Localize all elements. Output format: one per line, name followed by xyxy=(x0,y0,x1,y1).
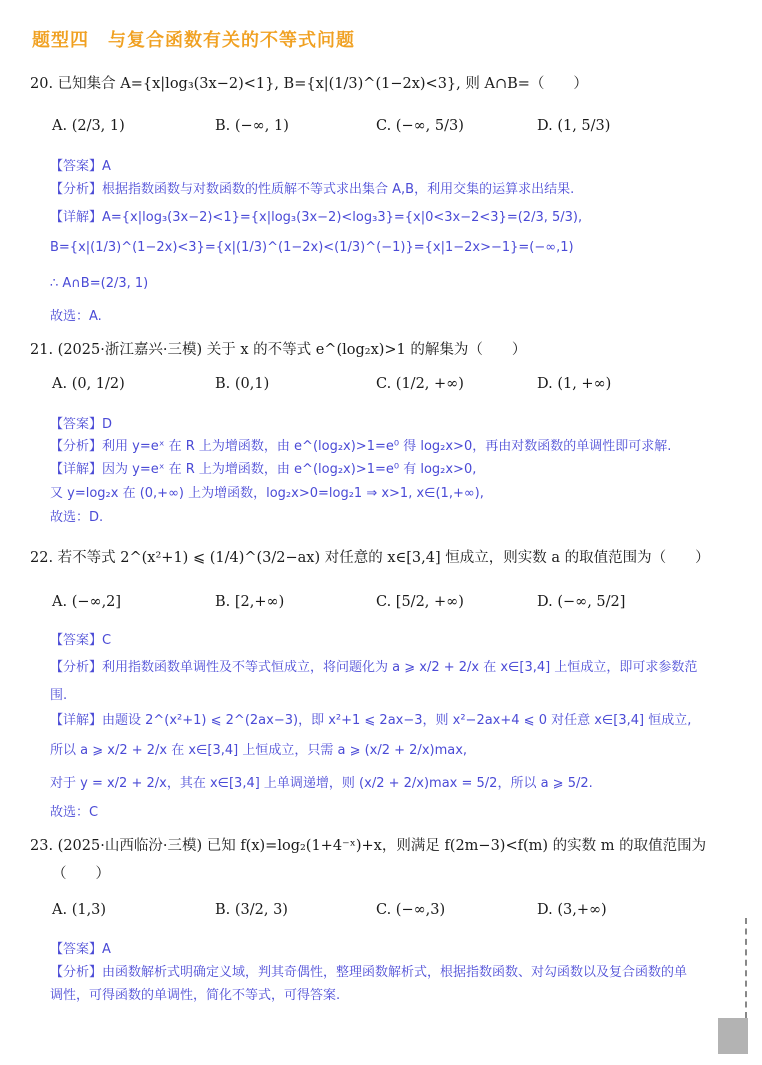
q22-stem: 22. 若不等式 2^(x²+1) ⩽ (1/4)^(3/2−ax) 对任意的 x∈[3,4] 恒成立，则实数 a 的取值范围为（ ） xyxy=(30,550,710,566)
q21-option-b: B. (0,1) xyxy=(215,376,270,392)
page-corner-tab xyxy=(718,1018,748,1054)
q23-answer: 【答案】A xyxy=(50,942,111,957)
q21-analysis: 【分析】利用 y=eˣ 在 R 上为增函数，由 e^(log₂x)>1=e⁰ 得 log₂x>0，再由对数函数的单调性即可求解. xyxy=(50,439,672,454)
q22-analysis-line: 【分析】利用指数函数单调性及不等式恒成立，将问题化为 a ⩾ x/2 + 2/x 在 x∈[3,4] 上恒成立，即可求参数范 xyxy=(50,660,698,675)
q23-analysis-line: 调性，可得函数的单调性，简化不等式，可得答案. xyxy=(50,988,341,1003)
q20-option-c: C. (−∞, 5/3) xyxy=(376,118,464,134)
q20-detail-line: B={x|(1/3)^(1−2x)<3}={x|(1/3)^(1−2x)<(1/3)^(−1)}={x|1−2x>−1}=(−∞,1) xyxy=(50,240,574,255)
q22-option-a: A. (−∞,2] xyxy=(52,594,122,610)
q22-detail-line: 【详解】由题设 2^(x²+1) ⩽ 2^(2ax−3)，即 x²+1 ⩽ 2ax−3，则 x²−2ax+4 ⩽ 0 对任意 x∈[3,4] 恒成立, xyxy=(50,713,692,728)
q21-option-c: C. (1/2, +∞) xyxy=(376,376,464,392)
q20-detail-line: 【详解】A={x|log₃(3x−2)<1}={x|log₃(3x−2)<log₃3}={x|0<3x−2<3}=(2/3, 5/3), xyxy=(50,210,583,225)
q20-option-a: A. (2/3, 1) xyxy=(52,118,125,134)
q22-answer: 【答案】C xyxy=(50,633,112,648)
q23-option-c: C. (−∞,3) xyxy=(376,902,446,918)
q21-option-d: D. (1, +∞) xyxy=(537,376,612,392)
q21-stem: 21. (2025·浙江嘉兴·三模) 关于 x 的不等式 e^(log₂x)>1 的解集为（ ） xyxy=(30,342,527,358)
q22-analysis-line: 围. xyxy=(50,688,68,703)
q22-detail-line: 所以 a ⩾ x/2 + 2/x 在 x∈[3,4] 上恒成立，只需 a ⩾ (x/2 + 2/x)max, xyxy=(50,743,468,758)
q22-detail-line: 故选：C xyxy=(50,805,99,820)
q21-detail-line: 又 y=log₂x 在 (0,+∞) 上为增函数，log₂x>0=log₂1 ⇒ x>1, x∈(1,+∞), xyxy=(50,486,484,501)
q20-detail-line: ∴ A∩B=(2/3, 1) xyxy=(50,276,149,291)
q23-option-d: D. (3,+∞) xyxy=(537,902,607,918)
q20-detail-line: 故选：A. xyxy=(50,309,102,324)
q20-stem: 20. 已知集合 A={x|log₃(3x−2)<1}, B={x|(1/3)^(1−2x)<3}, 则 A∩B=（ ） xyxy=(30,76,588,92)
q20-option-b: B. (−∞, 1) xyxy=(215,118,289,134)
page-fold-dashed-line xyxy=(745,918,747,1018)
q22-option-c: C. [5/2, +∞) xyxy=(376,594,464,610)
q21-detail-line: 【详解】因为 y=eˣ 在 R 上为增函数，由 e^(log₂x)>1=e⁰ 有 log₂x>0, xyxy=(50,462,477,477)
q23-option-a: A. (1,3) xyxy=(52,902,107,918)
q21-detail-line: 故选：D. xyxy=(50,510,104,525)
q23-option-b: B. (3/2, 3) xyxy=(215,902,288,918)
q20-analysis: 【分析】根据指数函数与对数函数的性质解不等式求出集合 A,B，利用交集的运算求出结果. xyxy=(50,182,575,197)
q21-option-a: A. (0, 1/2) xyxy=(52,376,125,392)
q23-stem-blank: （ ） xyxy=(52,866,110,882)
q21-answer: 【答案】D xyxy=(50,417,113,432)
section-title: 题型四 与复合函数有关的不等式问题 xyxy=(32,30,355,51)
q22-option-b: B. [2,+∞) xyxy=(215,594,285,610)
q20-answer: 【答案】A xyxy=(50,159,111,174)
q20-option-d: D. (1, 5/3) xyxy=(537,118,611,134)
q22-option-d: D. (−∞, 5/2] xyxy=(537,594,626,610)
q23-stem: 23. (2025·山西临汾·三模) 已知 f(x)=log₂(1+4⁻ˣ)+x，则满足 f(2m−3)<f(m) 的实数 m 的取值范围为 xyxy=(30,838,707,854)
q23-analysis-line: 【分析】由函数解析式明确定义域，判其奇偶性，整理函数解析式，根据指数函数、对勾函数以及复合函数的单 xyxy=(50,965,688,980)
q22-detail-line: 对于 y = x/2 + 2/x，其在 x∈[3,4] 上单调递增，则 (x/2 + 2/x)max = 5/2，所以 a ⩾ 5/2. xyxy=(50,776,593,791)
